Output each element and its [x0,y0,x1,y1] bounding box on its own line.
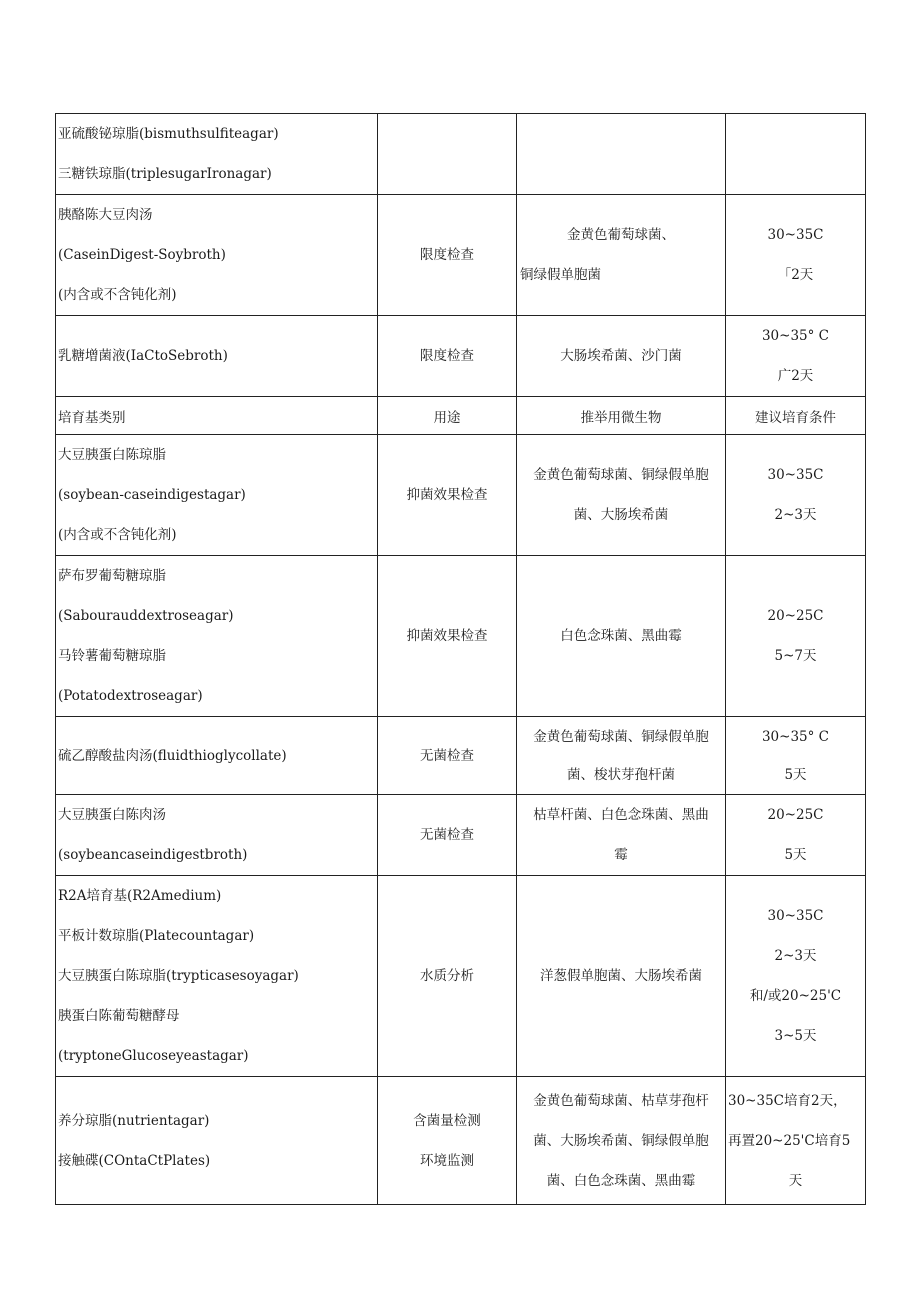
condition-text: 再置20~25'C培育5 [728,1132,851,1149]
table-row [56,795,866,876]
media-cell [56,1077,378,1205]
use-text: 含菌量检测 [413,1112,481,1129]
use-text: 限度检查 [420,247,474,263]
media-name: 胰酪陈大豆肉汤 [58,207,153,223]
media-cell [56,435,378,556]
condition-text: 5天 [784,847,807,863]
organism-text: 洋葱假单胞菌、大肠埃希菌 [540,968,702,984]
condition-text: 5~7天 [774,648,817,664]
organism-text: 大肠埃希菌、沙门菌 [560,348,682,364]
table-row [56,195,866,316]
condition-text: 20~25C [767,807,824,823]
media-name: 马铃薯葡萄糖琼脂 [58,648,166,664]
media-name: (soybeancaseindigestbroth) [58,847,248,863]
organism-text: 金黄色葡萄球菌、铜绿假单胞 [533,728,709,745]
condition-text: 30~35C [767,908,824,924]
media-name: 大豆胰蛋白陈琼脂 [58,447,166,463]
organisms-cell [517,435,726,556]
conditions-cell [726,435,866,556]
organism-text: 金黄色葡萄球菌、铜绿假单胞 [533,467,709,483]
condition-text: 「2天 [777,267,814,283]
media-name: 大豆胰蛋白陈琼脂(trypticasesoyagar) [58,968,299,984]
media-name: 三糖铁琼脂(triplesugarIronagar) [58,166,272,182]
organisms-cell [517,316,726,397]
media-name: 养分琼脂(nutrientagar) [58,1112,210,1129]
organisms-cell [517,876,726,1077]
use-cell [378,717,517,795]
organism-text: 金黄色葡萄球菌、 [567,227,675,243]
media-name: 接触碟(COntaCtPlates) [58,1152,211,1169]
table-row [56,316,866,397]
organisms-cell [517,195,726,316]
use-text: 抑菌效果检查 [406,628,488,644]
media-name: (soybean-caseindigestagar) [58,487,246,503]
use-cell [378,316,517,397]
media-cell [56,876,378,1077]
header-use: 用途 [378,397,517,435]
use-cell [378,114,517,195]
use-text: 抑菌效果检查 [406,487,488,503]
media-cell [56,316,378,397]
culture-media-table [55,113,866,1205]
media-name: 硫乙醇酸盐肉汤(fluidthioglycollate) [58,747,287,764]
media-name: 乳糖增菌液(IaCtoSebroth) [58,348,228,364]
condition-text: 和/或20~25'C [749,988,842,1004]
media-name: 平板计数琼脂(Platecountagar) [58,928,255,944]
media-name: 萨布罗葡萄糖琼脂 [58,568,166,584]
condition-text: 2~3天 [774,507,817,523]
use-text: 无菌检查 [420,827,474,843]
organism-text: 霉 [614,847,628,863]
conditions-cell [726,1077,866,1205]
media-cell [56,717,378,795]
use-text: 无菌检查 [420,747,474,764]
condition-text: 30~35C [767,467,824,483]
media-name: 亚硫酸铋琼脂(bismuthsulfiteagar) [58,126,279,142]
table-row [56,114,866,195]
media-name: (内含或不含钝化剂) [58,527,177,543]
organisms-cell [517,1077,726,1205]
header-conditions: 建议培育条件 [726,397,866,435]
use-cell [378,1077,517,1205]
media-cell [56,195,378,316]
organism-text: 金黄色葡萄球菌、枯草芽孢杆 [533,1092,709,1109]
table-row [56,556,866,717]
table-row [56,717,866,795]
media-name: (Sabourauddextroseagar) [58,608,234,624]
condition-text: 30~35C [767,227,824,243]
table-row [56,876,866,1077]
conditions-cell [726,876,866,1077]
condition-text: 广2天 [777,368,814,384]
organisms-cell [517,114,726,195]
media-cell [56,556,378,717]
media-name: 胰蛋白陈葡萄糖酵母 [58,1008,180,1024]
media-cell [56,795,378,876]
use-cell [378,795,517,876]
conditions-cell [726,717,866,795]
conditions-cell [726,556,866,717]
media-cell [56,114,378,195]
condition-text: 3~5天 [774,1028,817,1044]
use-cell [378,195,517,316]
organisms-cell [517,556,726,717]
media-name: 大豆胰蛋白陈肉汤 [58,807,166,823]
header-media-type: 培育基类别 [56,397,378,435]
use-cell [378,876,517,1077]
media-name: R2A培育基(R2Amedium) [58,888,222,904]
conditions-cell [726,795,866,876]
organism-text: 菌、大肠埃希菌、铜绿假单胞 [533,1132,709,1149]
conditions-cell [726,195,866,316]
use-cell [378,556,517,717]
condition-text: 2~3天 [774,948,817,964]
condition-text: 30~35° C [761,328,830,344]
organism-text: 菌、白色念珠菌、黑曲霉 [546,1172,696,1189]
table-row [56,435,866,556]
table-row [56,1077,866,1205]
condition-text: 30~35° C [761,728,830,745]
condition-text: 30~35C培育2天， [728,1092,847,1109]
use-text: 水质分析 [420,968,474,984]
media-name: (tryptoneGlucoseyeastagar) [58,1048,249,1064]
conditions-cell [726,114,866,195]
condition-text: 5天 [784,766,807,783]
organism-text: 菌、大肠埃希菌 [573,507,669,523]
organism-text: 菌、梭状芽孢杆菌 [567,766,675,783]
organisms-cell [517,795,726,876]
use-text: 限度检查 [420,348,474,364]
use-text: 环境监测 [420,1152,474,1169]
conditions-cell [726,316,866,397]
condition-text: 20~25C [767,608,824,624]
media-name: (内含或不含钝化剂) [58,287,177,303]
header-organisms: 推举用微生物 [517,397,726,435]
table-header-row [56,397,866,435]
organism-text: 白色念珠菌、黑曲霉 [560,628,682,644]
use-cell [378,435,517,556]
organism-text: 枯草杆菌、白色念珠菌、黑曲 [533,807,709,823]
condition-text: 天 [788,1172,803,1189]
media-name: (Potatodextroseagar) [58,688,203,704]
organism-text: 铜绿假单胞菌 [520,267,601,283]
organisms-cell [517,717,726,795]
media-name: (CaseinDigest-Soybroth) [58,247,226,263]
